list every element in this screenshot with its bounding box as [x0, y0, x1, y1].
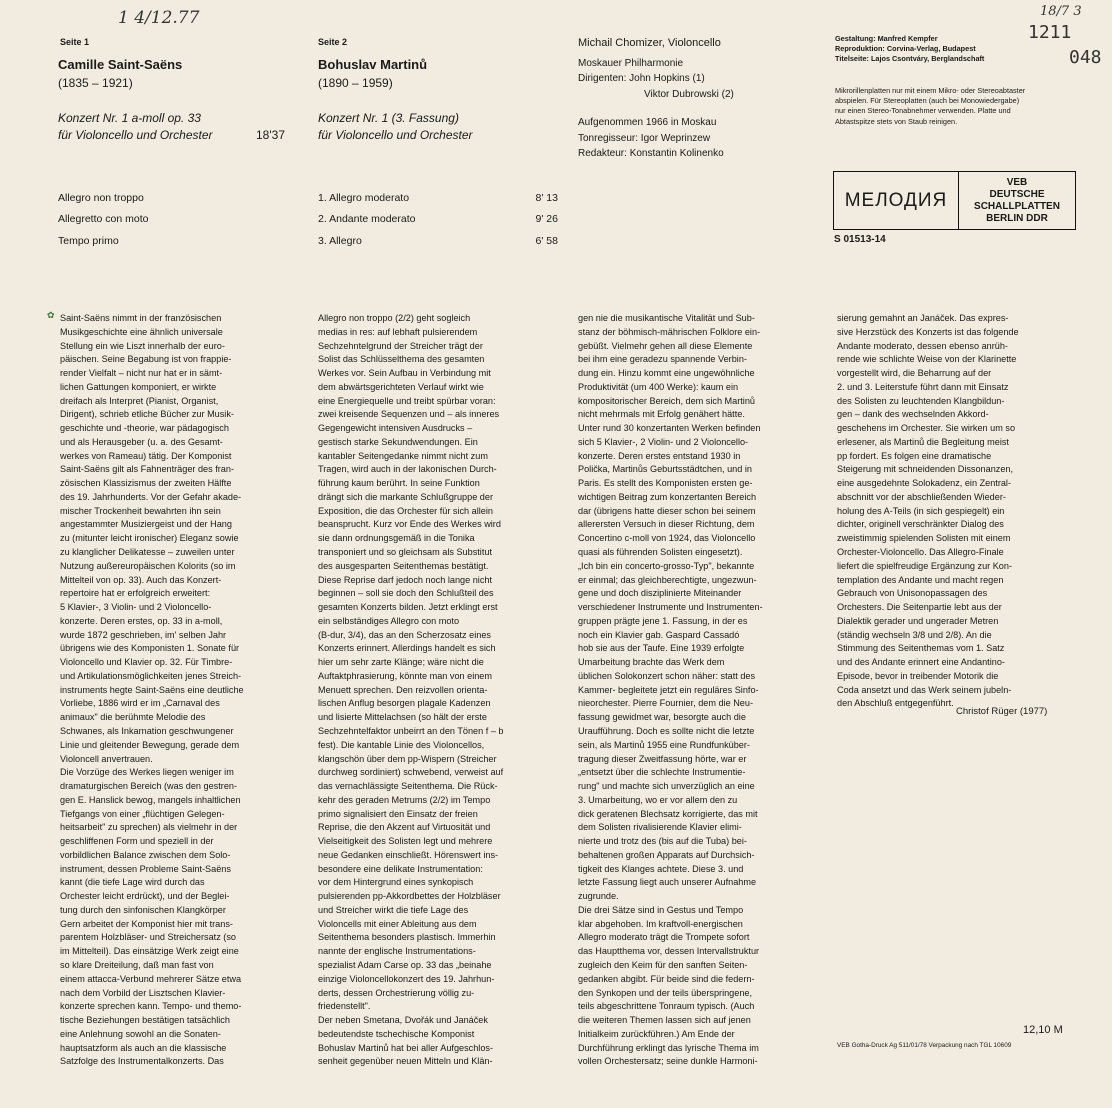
- text-line: hauptsatzform als auch an die klassische: [60, 1042, 227, 1053]
- text-line: zu (mitunter leicht ironischer) Eleganz sowie: [60, 533, 239, 544]
- text-line: dung ein. Hinzu kommt eine ungewöhnliche: [578, 368, 755, 379]
- text-line: hob sie aus der Taufe. Eine 1939 erfolgte: [578, 643, 745, 654]
- engineer: Tonregisseur: Igor Weprinzew: [578, 132, 711, 144]
- text-line: instrument, dessen Probleme Saint-Saëns: [60, 863, 231, 874]
- text-line: beginnen – soll sie doch den Schlußteil des: [318, 588, 494, 599]
- text-line: führung kaum berührt. In seine Funktion: [318, 478, 480, 489]
- text-line: Produktivität (um 400 Werke): kaum ein: [578, 381, 739, 392]
- text-line: Durchführung erklingt das lyrische Thema im: [578, 1042, 759, 1053]
- text-line: Vorliebe, 1886 wird er im „Carnaval des: [60, 698, 220, 709]
- text-line: (ständig wechseln 3/8 und 2/8). An die: [837, 629, 992, 640]
- text-line: sierung gemahnt an Janáček. Das expres-: [837, 313, 1009, 323]
- text-line: vollen Orchestersatz; seine dunkle Harmoni-: [578, 1056, 758, 1067]
- text-line: so klare Dreiteilung, daß man fast von: [60, 959, 214, 970]
- text-line: abschnitt vor der abschließenden Wieder-: [837, 491, 1006, 502]
- text-line: Kammer- begleitete jetzt ein reguläres Sinfo-: [578, 684, 759, 695]
- text-line: Vielseitigkeit des Solisten legt und mehrere: [318, 836, 493, 847]
- text-line: holung des A-Teils (in sich gespiegelt) ein: [837, 505, 1005, 516]
- text-line: letzte Fassung liegt auch unserer Aufnahme: [578, 877, 757, 888]
- text-line: Violoncello und Klavier op. 32. Für Timbre-: [60, 657, 233, 668]
- text-line: Episode, bevor in treibender Motorik die: [837, 670, 999, 681]
- text-line: und des Andante erinnert eine Andantino-: [837, 657, 1005, 668]
- veb-logo: VEB DEUTSCHE SCHALLPLATTEN BERLIN DDR: [974, 176, 1060, 224]
- text-line: vorgestellt wird, die Beharrung auf der: [837, 368, 992, 379]
- text-line: sie dann ordnungsgemäß in die Tonika: [318, 533, 475, 544]
- text-line: kannt (die tiefe Lage wird durch das: [60, 877, 205, 888]
- text-line: spezialist Adam Carse op. 33 das „beinahe: [318, 959, 492, 970]
- text-line: Auftaktphrasierung, könnte man von einem: [318, 670, 492, 681]
- handwritten-date: 1 4/12.77: [118, 8, 200, 28]
- text-line: sein, als Martinů 1955 eine Rundfunküber-: [578, 739, 750, 750]
- text-line: klangschön über dem pp-Wispern (Streicher: [318, 753, 497, 764]
- text-line: Stellung ein wie Liszt innerhalb der euro-: [60, 340, 225, 351]
- soloist: Michail Chomizer, Violoncello: [578, 37, 721, 49]
- price: 12,10 M: [1023, 1024, 1063, 1036]
- text-line: Orchester-Violoncello. Das Allegro-Finale: [837, 547, 1004, 558]
- text-line: behaltenen großen Apparats auf Durchsich-: [578, 849, 755, 860]
- side2-work-title: Konzert Nr. 1 (3. Fassung): [318, 111, 459, 125]
- text-line: geschliffenen Form und speziell in der: [60, 836, 214, 847]
- text-line: vorbildlichen Balance zwischen dem Solo-: [60, 849, 231, 860]
- text-line: Seitenthema besonders plastisch. Immerhin: [318, 932, 496, 943]
- text-line: repertoire hat er erfolgreich erweitert:: [60, 588, 211, 599]
- liner-notes-column-4: [837, 312, 1076, 711]
- text-line: (B-dur, 3/4), das an den Scherzosatz eines: [318, 629, 491, 640]
- text-line: nierte und trotz des (bis auf die Tuba) bei-: [578, 836, 747, 847]
- text-line: kehr des geraden Metrums (2/2) im Tempo: [318, 794, 491, 805]
- text-line: medias in res: auf lebhaft pulsierendem: [318, 326, 478, 337]
- text-line: wichtigen Beitrag zum konzertanten Bereich: [578, 491, 757, 502]
- text-line: templation des Andante und macht regen: [837, 574, 1004, 585]
- text-line: Gern arbeitet der Komponist hier mit trans-: [60, 918, 233, 929]
- text-line: lichen Gattungen komponiert, er wirkte: [60, 381, 217, 392]
- text-line: kompositorischer Bereich, dem sich Martinů: [578, 395, 755, 406]
- text-line: eine Energiequelle und treibt spürbar voran:: [318, 395, 496, 406]
- side1-dates: (1835 – 1921): [58, 76, 133, 90]
- text-line: Uraufführung. Doch es sollte nicht die letzte: [578, 725, 755, 736]
- text-line: Allegro moderato trägt die Trompete sofort: [578, 932, 750, 943]
- text-line: besondere eine delikate Instrumentation:: [318, 863, 483, 874]
- text-line: lischen Anflug besorgen plagale Kadenzen: [318, 698, 491, 709]
- text-line: Tragen, wird auch in der lakonischen Durch-: [318, 464, 497, 475]
- text-line: zweistimmig spielenden Solisten mit einem: [837, 533, 1011, 544]
- text-line: gen – dank des wechselnden Akkord-: [837, 409, 989, 420]
- text-line: fassung gewidmet war, besorgte auch die: [578, 712, 746, 723]
- handwritten-code-top: 1211: [1028, 22, 1072, 43]
- text-line: tragung dieser Zweitfassung hörte, war er: [578, 753, 747, 764]
- text-line: ein selbständiges Allegro con moto: [318, 615, 460, 626]
- text-line: und lisierte Mittelachsen (so hält der erste: [318, 712, 487, 723]
- text-line: und Streicher wirkt die tiefe Lage des: [318, 904, 469, 915]
- text-line: Der neben Smetana, Dvořák und Janáček: [318, 1015, 488, 1026]
- text-line: drängt sich die markante Schlußgruppe der: [318, 491, 493, 502]
- text-line: des 19. Jahrhunderts. Vor der Gefahr akade-: [60, 491, 242, 502]
- side1-composer: Camille Saint-Saëns: [58, 57, 183, 72]
- text-line: das Hauptthema vor, dessen Intervallstruktur: [578, 946, 760, 957]
- text-line: Konzerts erinnert. Allerdings handelt es sich: [318, 643, 496, 654]
- text-line: wurde 1872 geschrieben, im' selben Jahr: [60, 629, 227, 640]
- text-line: Dirigent), schrieb etliche Bücher zur Musik-: [60, 409, 234, 420]
- liner-notes-column-3: [578, 312, 817, 1069]
- text-line: Steigerung mit schneidenden Dissonanzen,: [837, 464, 1014, 475]
- text-line: Gebrauch von Unisonopassagen des: [837, 588, 988, 599]
- text-line: 3. Umarbeitung, wo er vor allem den zu: [578, 794, 738, 805]
- orchestra: Moskauer Philharmonie: [578, 57, 684, 69]
- text-line: sich 5 Klavier-, 2 Violin- und 2 Violoncello-: [578, 436, 749, 447]
- editor: Redakteur: Konstantin Kolinenko: [578, 148, 724, 159]
- text-line: eine ausgedehnte Solokadenz, ein Zentral-: [837, 478, 1012, 489]
- text-line: 5 Klavier-, 3 Violin- und 2 Violoncello-: [60, 602, 212, 613]
- text-line: Satzfolge des Instrumentalkonzerts. Das: [60, 1056, 224, 1067]
- side2-dates: (1890 – 1959): [318, 76, 393, 90]
- text-line: beansprucht. Kurz vor Ende des Werkes wird: [318, 519, 501, 530]
- text-line: bei ihm eine geradezu spannende Verbin-: [578, 354, 747, 365]
- text-line: dichter, originell verschränkter Dialog des: [837, 519, 1004, 530]
- text-line: Paris. Es stellt des Komponisten ersten ge-: [578, 478, 753, 489]
- text-line: dem Solisten rivalisierende Klavier elimi-: [578, 822, 742, 833]
- text-line: gestisch starke Sekundwendungen. Ein: [318, 436, 478, 447]
- handwritten-code-bottom: 048: [1069, 47, 1102, 68]
- text-line: dem abwärtsgerichteten Verlauf wirkt wie: [318, 381, 484, 392]
- text-line: übrigens wie des Komponisten 1. Sonate für: [60, 643, 240, 654]
- text-line: Gegengewicht intensiven Ausdrucks –: [318, 423, 473, 434]
- text-line: zu klanglicher Delikatesse – zuweilen unter: [60, 547, 235, 558]
- text-line: teils abgeschrittene Tonraum typisch. (Auch: [578, 1001, 755, 1012]
- side1-movement: Allegro non troppo: [58, 192, 144, 204]
- text-line: sive Herzstück des Konzerts ist das folgende: [837, 326, 1019, 337]
- text-line: Violoncells mit einer Ableitung aus dem: [318, 918, 477, 929]
- text-line: des Solisten zu leuchtenden Klangbildun-: [837, 395, 1005, 406]
- text-line: vor dem Hintergrund eines synkopisch: [318, 877, 474, 888]
- text-line: Bohuslav Martinů hat bei aller Aufgeschlos-: [318, 1042, 493, 1053]
- melodiya-logo: МЕЛОДИЯ: [834, 172, 959, 229]
- text-line: parentem Holzbläser- und Streichersatz (so: [60, 932, 236, 943]
- side2-movement: 2. Andante moderato 9' 26: [318, 213, 558, 225]
- text-line: und Artikulationsmöglichkeiten jenes Streich-: [60, 670, 242, 681]
- text-line: bedeutendste tschechische Komponist: [318, 1028, 475, 1039]
- text-line: im Mittelteil). Das einsätzige Werk zeigt eine: [60, 946, 239, 957]
- text-line: render Vielfalt – nicht nur hat er in sämt-: [60, 368, 223, 379]
- text-line: den Abschluß entgegenführt.: [837, 698, 954, 709]
- performers-block: [578, 36, 818, 162]
- text-line: nannte der englische Instrumentations-: [318, 946, 476, 957]
- text-line: dreifach als Interpret (Pianist, Organist,: [60, 395, 219, 406]
- text-line: senheit gegenüber neuen Mitteln und Klän-: [318, 1056, 493, 1067]
- text-line: kantabler Seitengedanke nimmt nicht zum: [318, 450, 488, 461]
- text-line: Werkes vor. Sein Aufbau in Verbindung mit: [318, 368, 491, 379]
- text-line: fest). Die kantable Linie des Violoncellos,: [318, 739, 485, 750]
- text-line: tung durch den sinfonischen Klangkörper: [60, 904, 226, 915]
- text-line: liefert die spielfreudige Ergänzung zur Kon-: [837, 560, 1012, 571]
- text-line: Saint-Saëns gilt als Fahnenträger des fran-: [60, 464, 234, 475]
- text-line: Exposition, die das Orchester für sich allein: [318, 505, 493, 516]
- text-line: animaux" die berühmte Melodie des: [60, 712, 206, 723]
- handwritten-mark: 18/7 3: [1040, 4, 1082, 19]
- text-line: Saint-Saëns nimmt in der französischen: [60, 313, 222, 323]
- text-line: friedenstellt".: [318, 1001, 371, 1012]
- text-line: und als Herausgeber (u. a. des Gesamt-: [60, 436, 223, 447]
- side1-work-subtitle: für Violoncello und Orchester: [58, 128, 213, 142]
- catalog-number: S 01513-14: [834, 234, 886, 245]
- text-line: derts, dessen Orchestrierung völlig zu-: [318, 987, 475, 998]
- text-line: Coda ansetzt und das Werk seinem jubeln-: [837, 684, 1012, 695]
- text-line: durchweg sordiniert) schwebend, verweist auf: [318, 767, 504, 778]
- text-line: Musikgeschichte eine ähnlich universale: [60, 326, 223, 337]
- text-line: allerersten Versuch in dieser Richtung, dem: [578, 519, 755, 530]
- text-line: Sechzehntelgrund der Streicher trägt der: [318, 340, 483, 351]
- side2-work-subtitle: für Violoncello und Orchester: [318, 128, 473, 142]
- liner-notes-column-1: [60, 312, 299, 1069]
- text-line: Menuett sprechen. Den reizvollen orienta-: [318, 684, 488, 695]
- label-logo: [833, 171, 1076, 230]
- text-line: stanz der böhmisch-mährischen Folklore ein-: [578, 326, 761, 337]
- text-line: einzige Violoncellokonzert des 19. Jahrhun-: [318, 973, 495, 984]
- text-line: instruments hegte Saint-Saëns eine deutliche: [60, 684, 244, 695]
- text-line: pp fordert. Es folgen eine dramatische: [837, 450, 992, 461]
- text-line: nicht mehrmals mit Erfolg genähert hätte.: [578, 409, 745, 420]
- text-line: Solist das Schlüsselthema des gesamten: [318, 354, 485, 365]
- text-line: gruppen prägte jene 1. Fassung, in der es: [578, 615, 748, 626]
- text-line: Tiefgangs von einer „flüchtigen Gelegen-: [60, 808, 225, 819]
- side2-movement: 1. Allegro moderato 8' 13: [318, 192, 558, 204]
- text-line: gen E. Hanslick bewog, mangels inhaltlichen: [60, 794, 241, 805]
- text-line: Nutzung außereuropäischen Kolorits (so im: [60, 560, 236, 571]
- text-line: konzerte sprechen kann. Tempo- und themo-: [60, 1001, 242, 1012]
- text-line: rende wie schlichte Weise von der Klarinette: [837, 354, 1017, 365]
- text-line: verschiedener Instrumente und Instrumenten-: [578, 602, 763, 613]
- text-line: Die drei Sätze sind in Gestus und Tempo: [578, 904, 744, 915]
- printer-info: VEB Gotha-Druck Ag 511/01/78 Verpackung nach TGL 10609: [837, 1042, 1012, 1049]
- side1-movement: Allegretto con moto: [58, 213, 149, 225]
- text-line: noch ein Klavier gab. Gaspard Cassadó: [578, 629, 740, 640]
- text-line: Orchesters. Die Seitenpartie lebt aus der: [837, 602, 1002, 613]
- side2-composer: Bohuslav Martinů: [318, 57, 428, 72]
- conductor-2: Viktor Dubrowski (2): [644, 88, 734, 100]
- text-line: er einmal; das gleichberechtigte, ungezwun-: [578, 574, 757, 585]
- text-line: hier um sehr zarte Klänge; wäre nicht die: [318, 657, 484, 668]
- text-line: Unter rund 30 konzertanten Werken befinden: [578, 423, 761, 434]
- text-line: dar (übrigens hatte dieser schon bei seinem: [578, 505, 756, 516]
- text-line: Allegro non troppo (2/2) geht sogleich: [318, 313, 471, 323]
- text-line: eine Anlehnung sowohl an die Sonaten-: [60, 1028, 221, 1039]
- text-line: das vernachlässigte Seitenthema. Die Rück-: [318, 781, 498, 792]
- text-line: geschehens im Orchester. Sie wirken um so: [837, 423, 1016, 434]
- text-line: klar abgehoben. Im kraftvoll-energischen: [578, 918, 743, 929]
- side1-movement: Tempo primo: [58, 235, 119, 247]
- text-line: den Synkopen und der teils überspringene,: [578, 987, 753, 998]
- text-line: Die Vorzüge des Werkes liegen weniger im: [60, 767, 234, 778]
- text-line: nieorchester. Pierre Fournier, dem die Neu-: [578, 698, 753, 709]
- text-line: des ausgesparten Seitenthemas bestätigt.: [318, 560, 489, 571]
- margin-mark: ✿: [47, 310, 55, 320]
- text-line: Orchester leicht erdrückt), und der Beglei-: [60, 891, 230, 902]
- text-line: Linie und gleitender Bewegung, gerade dem: [60, 739, 240, 750]
- text-line: Umarbeitung brachte das Werk dem: [578, 657, 725, 668]
- text-line: Stimmung des Seitenthemas vom 1. Satz: [837, 643, 1005, 654]
- text-line: dramaturgischen Bereich (was den gestren-: [60, 781, 238, 792]
- text-line: die weiteren Themen lassen sich auf jenen: [578, 1015, 751, 1026]
- side2-label: Seite 2: [318, 37, 348, 47]
- text-line: Sechzehntelfaktor unbeirrt an den Tönen f – b: [318, 725, 504, 736]
- text-line: pulsierenden pp-Akkordbettes der Holzbläser: [318, 891, 501, 902]
- text-line: tigkeit des Klanges achtete. Diese 3. und: [578, 863, 744, 874]
- text-line: zugrunde.: [578, 891, 619, 902]
- recording-info: Aufgenommen 1966 in Moskau: [578, 117, 717, 128]
- text-line: konzerte. Deren erstes entstand 1930 in: [578, 450, 741, 461]
- text-line: Mittelteil von op. 33). Auch das Konzert-: [60, 574, 222, 585]
- text-line: einem attacca-Verbund mehrerer Sätze etwa: [60, 973, 242, 984]
- text-line: dick geratenen Blechsatz korrigierte, das mit: [578, 808, 758, 819]
- text-line: werkes von Rameau) tätig. Der Komponist: [60, 450, 232, 461]
- side1-work-title: Konzert Nr. 1 a-moll op. 33: [58, 111, 201, 125]
- playback-notice: Mikrorillenplatten nur mit einem Mikro- oder Stereoabtaster abspielen. Für Stereoplatten (auch bei Monowiedergabe) nur einen Stereo-Tonabnehmer verwenden. Platte und Abtastspitze stets von Staub reinigen.: [835, 86, 1026, 126]
- text-line: „Ich bin ein concerto-grosso-Typ", bekannte: [578, 560, 755, 571]
- text-line: primo signalisiert den Einsatz der freien: [318, 808, 478, 819]
- text-line: Violoncell anvertrauen.: [60, 753, 153, 764]
- side1-label: Seite 1: [60, 37, 90, 47]
- text-line: gene und doch disziplinierte Miteinander: [578, 588, 742, 599]
- text-line: Andante moderato, dessen ebenso anrüh-: [837, 340, 1008, 351]
- text-line: Diese Reprise darf jedoch noch lange nicht: [318, 574, 492, 585]
- text-line: mischer Trockenheit bewahrten ihn sein: [60, 505, 221, 516]
- text-line: päischen. Seine Begabung ist von frappie-: [60, 354, 232, 365]
- text-line: transponiert und so gleichsam als Substitut: [318, 547, 492, 558]
- text-line: üblichen Solokonzert schon näher: statt des: [578, 670, 756, 681]
- liner-notes-column-2: [318, 312, 557, 1069]
- text-line: Concertino c-moll von 1924, das Violoncello: [578, 533, 756, 544]
- conductors: Dirigenten: John Hopkins (1): [578, 73, 705, 84]
- text-line: konzerte. Deren erstes, op. 33 in a-moll,: [60, 615, 223, 626]
- text-line: „entsetzt über die schlechte Instrumentie-: [578, 767, 746, 778]
- author-credit: Christof Rüger (1977): [956, 706, 1048, 717]
- text-line: nach dem Vorbild der Lisztschen Klavier-: [60, 987, 226, 998]
- text-line: heitsarbeit" zu sprechen) als vielmehr in der: [60, 822, 238, 833]
- text-line: gen nie die musikantische Vitalität und Sub-: [578, 313, 755, 323]
- text-line: Polička, Martinůs Geburtsstädtchen, und in: [578, 464, 752, 475]
- text-line: zösischen Klassizismus der zweiten Hälfte: [60, 478, 232, 489]
- text-line: rung" und machte sich unverzüglich an eine: [578, 781, 755, 792]
- text-line: Dialektik gerader und ungerader Metren: [837, 615, 999, 626]
- text-line: Schwanes, als Inkarnation geschwungener: [60, 725, 234, 736]
- text-line: geschichte und -theorie, war pädagogisch: [60, 423, 229, 434]
- text-line: gebüßt. Vielmehr gehen all diese Elemente: [578, 340, 753, 351]
- text-line: Initialkeim zurückführen.) Am Ende der: [578, 1028, 735, 1039]
- text-line: gesamten Konzerts bilden. Jetzt erklingt erst: [318, 602, 498, 613]
- side2-movement: 3. Allegro 6' 58: [318, 235, 558, 247]
- text-line: 2. und 3. Leiterstufe führt dann mit Einsatz: [837, 381, 1009, 392]
- side1-duration: 18'37: [256, 128, 285, 142]
- text-line: quasi als führenden Solisten eingesetzt).: [578, 547, 743, 558]
- text-line: Reprise, die den Akzent auf Virtuosität und: [318, 822, 491, 833]
- production-credits: Gestaltung: Manfred Kempfer Reproduktion: Corvina-Verlag, Budapest Titelseite: Lajos Csontváry, Berglandschaft: [835, 34, 985, 64]
- text-line: erlesener, als Martinů die Begleitung meist: [837, 436, 1009, 447]
- text-line: tische Beziehungen bestätigen tatsächlich: [60, 1015, 230, 1026]
- text-line: zwei kreisende Sequenzen und – als inneres: [318, 409, 500, 420]
- text-line: zugleich den Keim für den sanften Seiten-: [578, 959, 748, 970]
- text-line: gedanken abgibt. Für beide sind die federn-: [578, 973, 755, 984]
- text-line: neue Gedanken einschließt. Hörenswert ins-: [318, 849, 499, 860]
- text-line: angestammter Musiziergeist und der Hang: [60, 519, 232, 530]
